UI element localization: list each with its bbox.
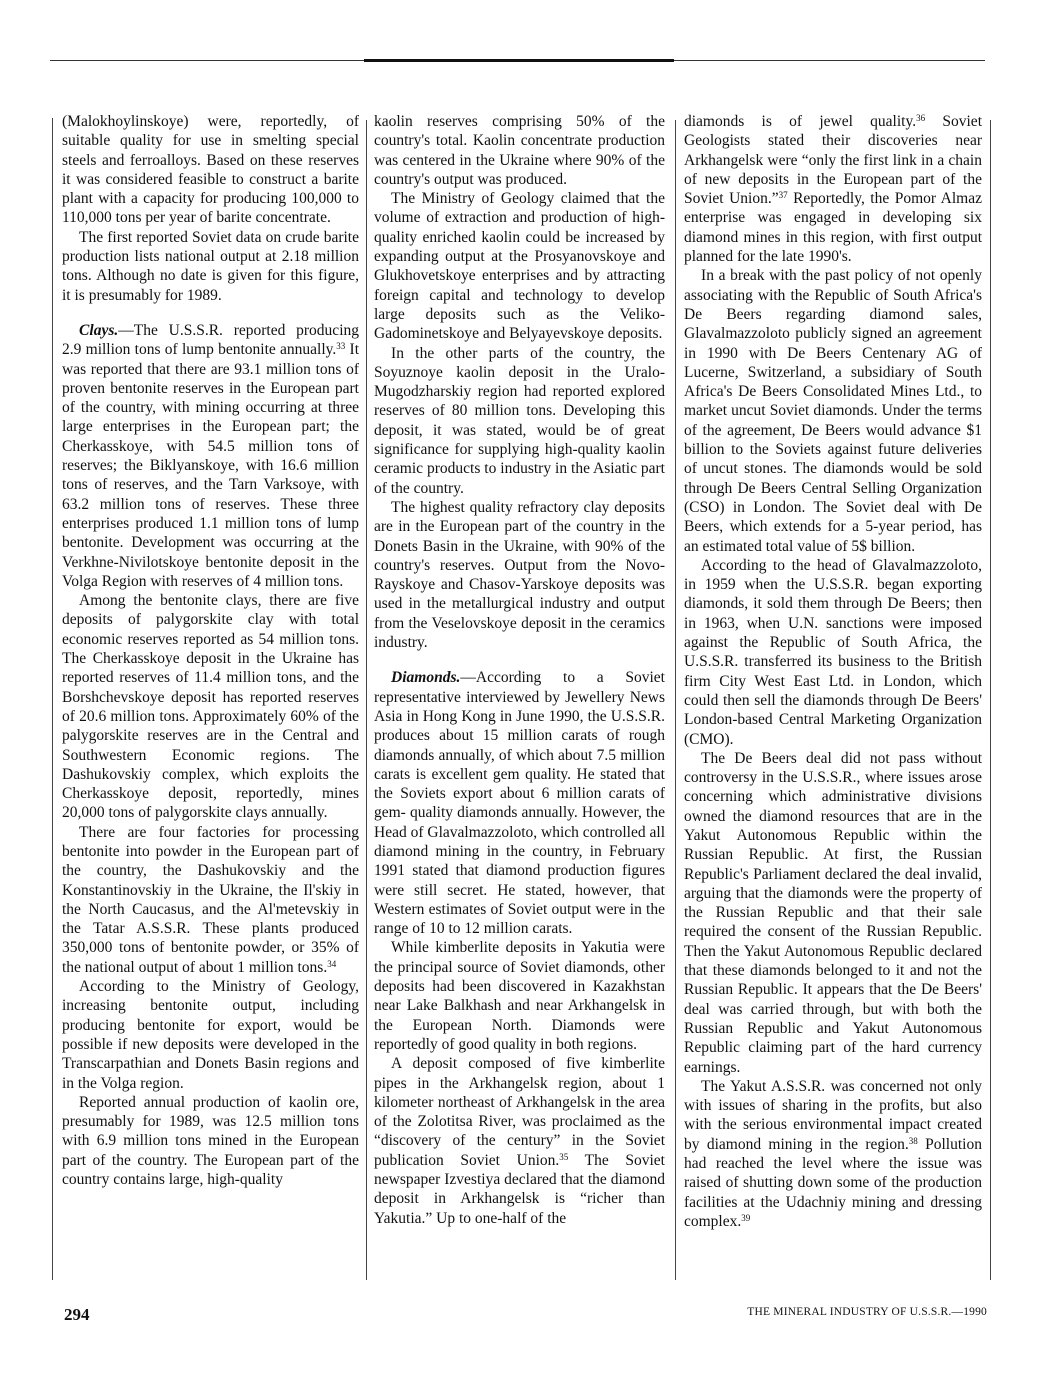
paragraph: Reported annual production of kaolin ore, presumably for 1989, was 12.5 million tons with 6.9 million tons mined in the European part of the country. The European part of the country contains large, high-quality	[62, 1093, 359, 1189]
paragraph: diamonds is of jewel quality.$^{36}$ Soviet Geologists stated their discoveries near Arkhangelsk were “only the first link in a chain of new deposits in the European part of the Soviet Union.”$^{37}$ Reportedly, the Pomor Almaz enterprise was engaged in developing six diamond mines in this region, with first output planned for the late 1990's.	[684, 113, 982, 266]
footnote-ref: 39	[741, 1212, 751, 1223]
paragraph: According to the head of Glavalmazzoloto, in 1959 when the U.S.S.R. began exporting diamonds, it sold them through De Beers; then in 1963, when U.N. sanctions were imposed against the Republic of South Africa, the U.S.S.R. transferred its business to the British firm City West East Ltd. in London, which could then sell the diamonds through De Beers' London-based Central Marketing Organization (CMO).	[684, 556, 982, 748]
paragraph: The Ministry of Geology claimed that the volume of extraction and production of high-quality enriched kaolin could be increased by expanding output at the Prosyanovskoye and Glukhovetskoye enterprises and by attracting foreign capital and technology to develop large deposits such as the Veliko-Gadominetskoye and Belyayevskoye deposits.	[374, 190, 665, 343]
paragraph: A deposit composed of five kimberlite pipes in the Arkhangelsk region, about 1 kilometer northeast of Arkhangelsk in the area of the Zolotitsa River, was proclaimed as the “discovery of the century” in the Soviet publication Soviet Union.$^{35}$ The Soviet newspaper Izvestiya declared that the diamond deposit in Arkhangelsk is “richer than Yakutia.” Up to one-half of the	[374, 1055, 665, 1227]
page-number: 294	[64, 1305, 90, 1324]
paragraph: Clays.—The U.S.S.R. reported producing 2.9 million tons of lump bentonite annually.$^{33}$ It was reported that there are 93.1 million tons of proven bentonite reserves in the European part of the country, with mining occurring at three large enterprises in the European part; the Cherkasskoye, with 54.5 million tons of reserves; the Biklyanskoye, with 16.6 million tons of reserves, and the Tarn Varksoye, with 63.2 million tons of reserves. These three enterprises produced 1.1 million tons of lump bentonite. Development was occurring at the Verkhne-Nivilotskoye bentonite deposit in the Volga Region with reserves of 4 million tons.	[62, 321, 359, 590]
footnote-ref: 33	[336, 341, 346, 352]
section-heading-clays: Clays.	[79, 321, 119, 339]
paragraph: In a break with the past policy of not openly associating with the Republic of South Africa's De Beers regarding diamond sales, Glavalmazzoloto publicly signed an agreement in 1990 with De Beers Centenary AG of Lucerne, Switzerland, a subsidiary of South Africa's De Beers Consolidated Mines Ltd., to market uncut Soviet diamonds. Under the terms of the agreement, De Beers would advance $1 billion to the Soviets against future deliveries of uncut stones. The diamonds would be sold through De Beers Central Selling Organization (CSO) in London. The Soviet deal with De Beers, which extends for a 5-year period, has an estimated total value of 5$ billion.	[684, 267, 982, 555]
text-column-2	[374, 112, 665, 1284]
footnote-ref: 34	[327, 958, 337, 969]
paragraph: Diamonds.—According to a Soviet representative interviewed by Jewellery News Asia in Hong Kong in June 1990, the U.S.S.R. produces about 15 million carats of rough diamonds annually, of which about 7.5 million carats is excellent gem quality. He stated that the Soviets export about 6 million carats of gem- quality diamonds annually. However, the Head of Glavalmazzoloto, which controlled all diamond mining in the country, in February 1991 stated that diamond production figures were still secret. He stated, however, that Western estimates of Soviet output were in the range of 10 to 12 million carats.	[374, 669, 665, 938]
paragraph: According to the Ministry of Geology, increasing bentonite output, including producing bentonite for export, would be possible if new deposits were developed in the Transcarpathian and Donets Basin regions and in the Volga region.	[62, 978, 359, 1092]
column-rule-mid-2	[675, 120, 676, 1280]
footnote-ref: 37	[778, 190, 788, 201]
paragraph: In the other parts of the country, the Soyuznoye kaolin deposit in the Uralo-Mugodzharskiy region had reported explored reserves of 80 million tons. Developing this deposit, it was stated, would be of great significance for supplying high-quality kaolin ceramic products to industry in the Asiatic part of the country.	[374, 344, 665, 497]
paragraph: The Yakut A.S.S.R. was concerned not only with issues of sharing in the profits, but also with the serious environmental impact created by diamond mining in the region.$^{38}$ Pollution had reached the level where the issue was raised of shutting down some of the production facilities at the Udachniy mining and dressing complex.$^{39}$	[684, 1077, 982, 1230]
paragraph: The De Beers deal did not pass without controversy in the U.S.S.R., where issues arose concerning which administrative divisions owned the diamond resources that are in the Yakut Autonomous Republic within the Russian Republic. At first, the Russian Republic's Parliament declared the deal invalid, arguing that the diamonds were the property of the Russian Republic and that their sale required the consent of the Russian Republic. Then the Yakut Autonomous Republic declared that these diamonds belonged to it and not the Russian Republic. It appears that the De Beers' deal was carried through, but with both the Russian Republic and Yakut Autonomous Republic claiming part of the hard currency earnings.	[684, 749, 982, 1076]
paragraph: kaolin reserves comprising 50% of the country's total. Kaolin concentrate production was centered in the Ukraine where 90% of the country's output was produced.	[374, 113, 665, 188]
text-column-1	[62, 112, 359, 1284]
footnote-ref: 38	[908, 1135, 918, 1146]
footnote-ref: 35	[559, 1151, 569, 1162]
paragraph: (Malokhoylinskoye) were, reportedly, of suitable quality for use in smelting special steels and ferroalloys. Based on these reserves it was considered feasible to construct a barite plant with a capacity for producing 100,000 to 110,000 tons per year of barite concentrate.	[62, 113, 359, 227]
footnote-ref: 36	[916, 113, 926, 123]
text-column-3	[684, 112, 982, 1284]
column-rule-right	[990, 120, 991, 1280]
column-rule-left	[52, 118, 53, 1280]
header-rule-accent	[364, 59, 674, 62]
paragraph: There are four factories for processing bentonite into powder in the European part of the country, the Dashukovskiy and the Konstantinovskiy in the Ukraine, the Il'skiy in the North Caucasus, and the Al'metevskiy in the Tatar A.S.S.R. These plants produced 350,000 tons of bentonite powder, or 35% of the national output of about 1 million tons.$^{34}$	[62, 823, 359, 976]
paragraph: The first reported Soviet data on crude barite production lists national output at 2.18 million tons. Although no date is given for this figure, it is presumably for 1989.	[62, 228, 359, 304]
section-heading-diamonds: Diamonds.	[391, 669, 461, 687]
paragraph: While kimberlite deposits in Yakutia were the principal source of Soviet diamonds, other deposits had been discovered in Kazakhstan near Lake Balkhash and near Arkhangelsk in the European North. Diamonds were reportedly of good quality in both regions.	[374, 939, 665, 1053]
paragraph: The highest quality refractory clay deposits are in the European part of the country in the Donets Basin in the Ukraine, with 90% of the country's reserves. Output from the Novo-Rayskoye and Chasov-Yarskoye deposits was used in the metallurgical industry and output from the Veselovskoye deposit in the ceramics industry.	[374, 498, 665, 652]
paragraph: Among the bentonite clays, there are five deposits of palygorskite clay with total economic reserves reported as 54 million tons. The Cherkasskoye deposit in the Ukraine has reported reserves of 11.4 million tons, and the Borshchevskoye deposit has reported reserves of 20.6 million tons. Approximately 60% of the palygorskite reserves are in the Central and Southwestern Economic regions. The Dashukovskiy complex, which exploits the Cherkasskoye deposit, reportedly, mines 20,000 tons of palygorskite clays annually.	[62, 592, 359, 822]
running-footer: THE MINERAL INDUSTRY OF U.S.S.R.—1990	[747, 1306, 987, 1318]
column-rule-mid-1	[366, 120, 367, 1280]
